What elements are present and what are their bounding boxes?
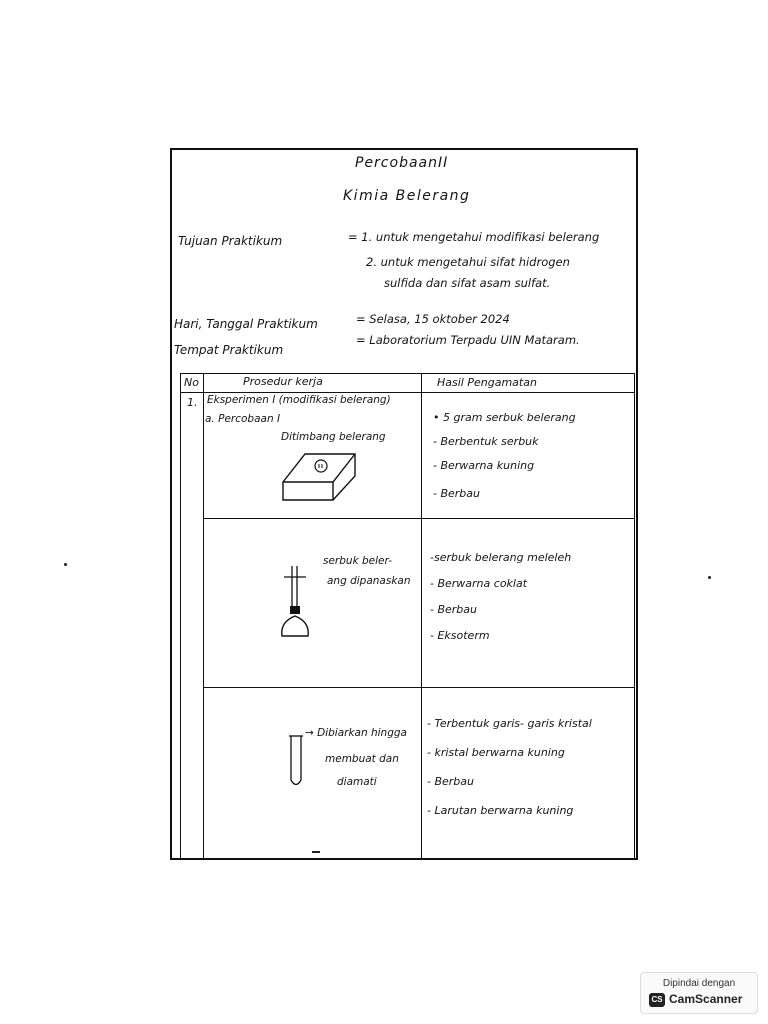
tujuan-line-1: = 1. untuk mengetahui modifikasi belerang xyxy=(348,230,600,244)
table-divider xyxy=(421,374,422,858)
row2-results xyxy=(430,545,571,649)
row2-result-3: - Berbau xyxy=(430,603,477,616)
row2-caption-line2: ang dipanaskan xyxy=(327,575,411,587)
row3-result-4: - Larutan berwarna kuning xyxy=(427,804,574,817)
camscanner-logo-icon: CS xyxy=(649,993,665,1007)
table-divider xyxy=(203,687,634,688)
row1-procedure-line2: a. Percobaan I xyxy=(205,413,281,425)
row3-result-1: - Terbentuk garis- garis kristal xyxy=(427,717,592,730)
row2-caption-line1: serbuk beler- xyxy=(323,555,393,567)
burner-drawing xyxy=(278,566,318,640)
sulfur-block-drawing xyxy=(281,444,361,506)
row3-caption-line1: → Dibiarkan hingga xyxy=(305,727,407,739)
column-header-no: No xyxy=(184,376,199,389)
hari-label: Hari, Tanggal Praktikum xyxy=(174,317,318,331)
tujuan-line-2: 2. untuk mengetahui sifat hidrogen xyxy=(366,255,570,269)
scan-speck xyxy=(312,851,320,853)
scan-speck xyxy=(708,576,711,579)
page-subtitle: Kimia Belerang xyxy=(343,188,471,204)
row1-result-1: • 5 gram serbuk belerang xyxy=(433,411,576,424)
row3-results xyxy=(427,709,592,825)
page-title: PercobaanII xyxy=(355,155,449,171)
table-divider xyxy=(203,518,634,519)
row1-result-2: - Berbentuk serbuk xyxy=(433,435,539,448)
row2-result-1: -serbuk belerang meleleh xyxy=(430,551,572,564)
column-header-hasil: Hasil Pengamatan xyxy=(437,376,537,389)
tujuan-line-3: sulfida dan sifat asam sulfat. xyxy=(384,276,551,290)
watermark-caption: Dipindai dengan xyxy=(662,978,736,989)
test-tube-drawing xyxy=(287,734,305,790)
row1-results xyxy=(433,406,576,506)
row3-result-2: - kristal berwarna kuning xyxy=(427,746,565,759)
row2-result-4: - Eksoterm xyxy=(430,629,490,642)
tujuan-label: Tujuan Praktikum xyxy=(178,234,283,248)
row3-result-3: - Berbau xyxy=(427,775,474,788)
observation-table xyxy=(180,373,635,859)
row3-caption-line3: diamati xyxy=(337,776,377,788)
row-number: 1. xyxy=(187,396,198,409)
row2-result-2: - Berwarna coklat xyxy=(430,577,528,590)
row1-result-3: - Berwarna kuning xyxy=(433,459,535,472)
camscanner-watermark xyxy=(640,972,758,1014)
tempat-value: = Laboratorium Terpadu UIN Mataram. xyxy=(356,333,580,347)
hari-value: = Selasa, 15 oktober 2024 xyxy=(356,312,510,326)
tempat-label: Tempat Praktikum xyxy=(174,343,284,357)
watermark-app-name: CamScanner xyxy=(669,992,743,1006)
table-divider xyxy=(181,392,634,393)
row3-caption-line2: membuat dan xyxy=(325,753,399,765)
column-header-prosedur: Prosedur kerja xyxy=(243,375,323,388)
table-divider xyxy=(203,374,204,858)
scan-speck xyxy=(64,563,67,566)
row1-result-4: - Berbau xyxy=(433,487,480,500)
row1-procedure-line1: Eksperimen I (modifikasi belerang) xyxy=(207,394,391,406)
row1-caption: Ditimbang belerang xyxy=(281,431,386,443)
